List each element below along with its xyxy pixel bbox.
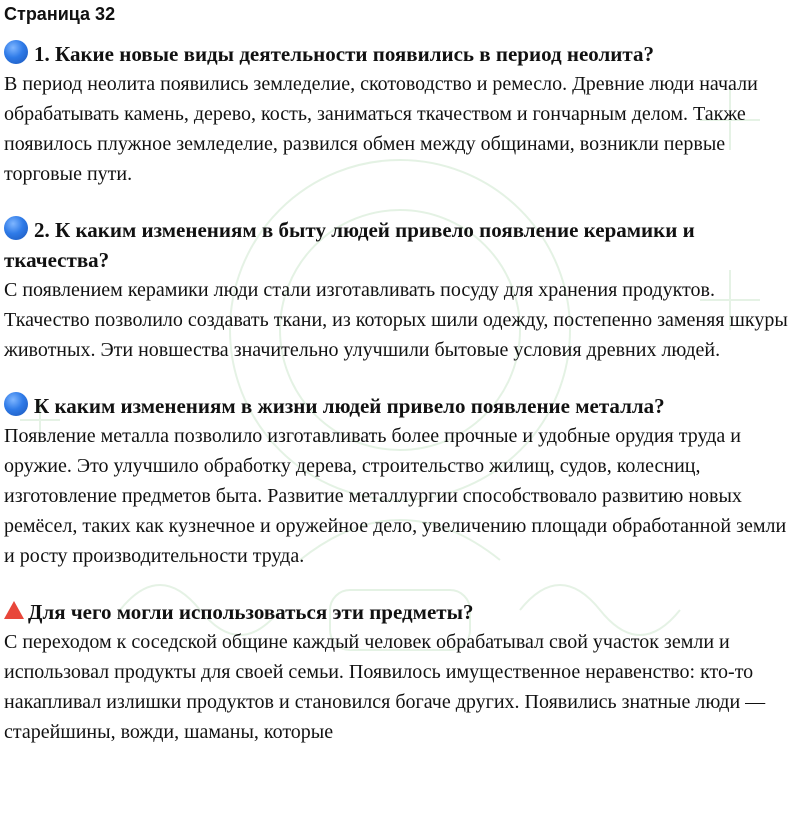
page-title: Страница 32 bbox=[4, 4, 116, 24]
answer-4: С переходом к соседской общине каждый человек обрабатывал свой участок земли и использовал продукты для своей семьи. Появилось имущественное неравенство: кто-то накапливал излишки продуктов и становился богаче других. Появились знатные люди — старейшины, вожди, шаманы, которые bbox=[4, 631, 766, 743]
answer-1: В период неолита появились земледелие, скотоводство и ремесло. Древние люди начали обрабатывать камень, дерево, кость, заниматься ткачеством и гончарным делом. Также появилось плужное земледелие, развился обмен между общинами, возникли первые торговые пути. bbox=[4, 73, 758, 185]
question-1 bbox=[4, 39, 800, 69]
question-3 bbox=[4, 391, 800, 421]
question-3-text: К каким изменениям в жизни людей привело появление металла? bbox=[34, 394, 665, 418]
qa-section-4 bbox=[4, 597, 800, 747]
blue-circle-icon bbox=[4, 392, 28, 416]
qa-section-2 bbox=[4, 215, 800, 365]
question-2-text: 2. К каким изменениям в быту людей привело появление керамики и ткачества? bbox=[4, 218, 695, 272]
red-triangle-icon bbox=[4, 601, 24, 619]
answer-3: Появление металла позволило изготавливать более прочные и удобные орудия труда и оружие. Это улучшило обработку дерева, строительство жилищ, судов, колесниц, изготовление предметов быта. Развитие металлургии способствовало развитию новых ремёсел, таких как кузнечное и оружейное дело, увеличению площади обработанной земли и росту производительности труда. bbox=[4, 425, 787, 567]
blue-circle-icon bbox=[4, 40, 28, 64]
question-4-text: Для чего могли использоваться эти предметы? bbox=[28, 600, 474, 624]
question-2 bbox=[4, 215, 800, 275]
answer-2: С появлением керамики люди стали изготавливать посуду для хранения продуктов. Ткачество позволило создавать ткани, из которых шили одежду, постепенно заменяя шкуры животных. Эти новшества значительно улучшили бытовые условия древних людей. bbox=[4, 279, 788, 361]
qa-section-1 bbox=[4, 39, 800, 189]
blue-circle-icon bbox=[4, 216, 28, 240]
qa-section-3 bbox=[4, 391, 800, 571]
question-1-text: 1. Какие новые виды деятельности появились в период неолита? bbox=[34, 42, 654, 66]
question-4 bbox=[4, 597, 800, 627]
